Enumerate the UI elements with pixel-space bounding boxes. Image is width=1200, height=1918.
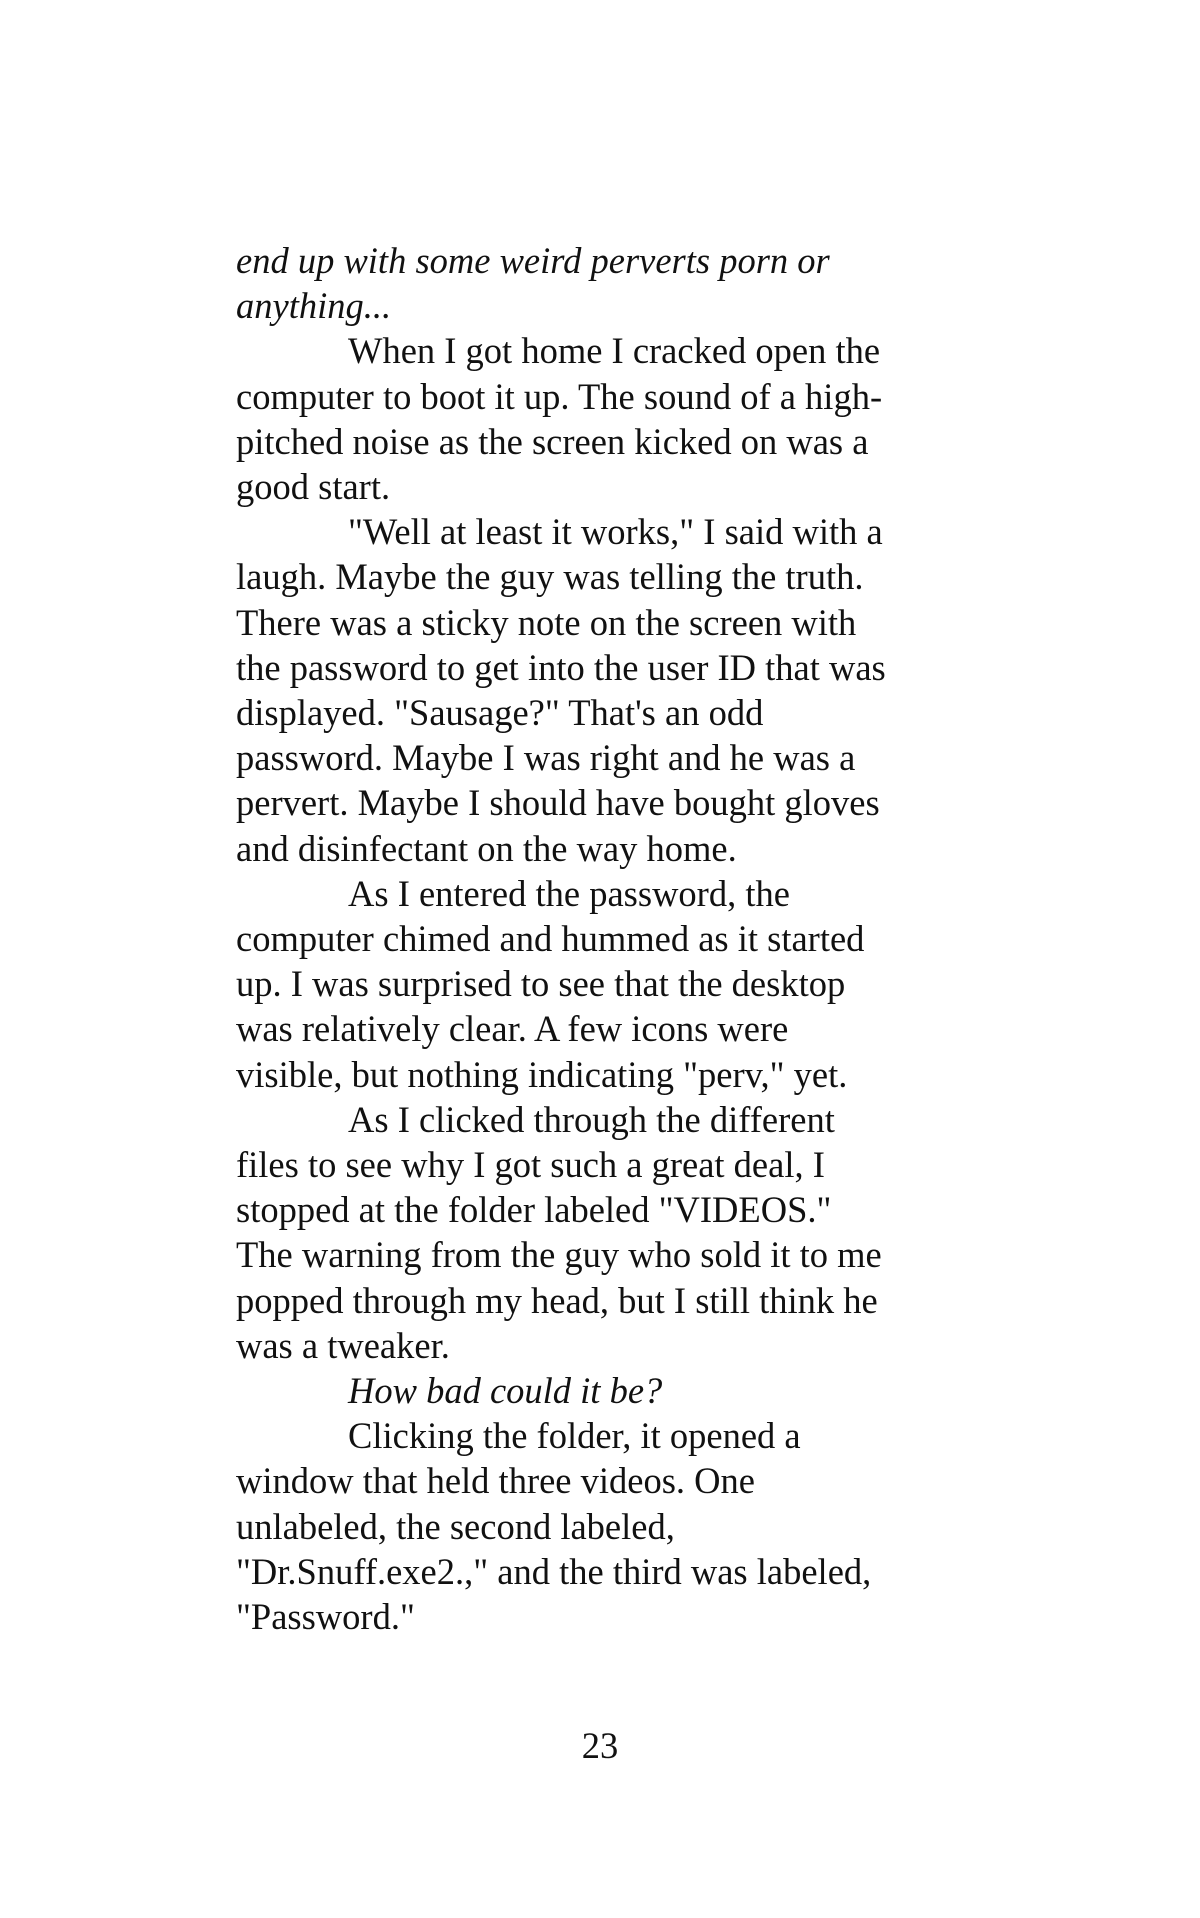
continuation-paragraph: end up with some weird perverts porn or anything... xyxy=(236,240,830,327)
paragraph-inner-thought: How bad could it be? xyxy=(348,1370,663,1412)
paragraph-desktop: As I entered the password, the computer chimed and hummed as it started up. I was surprised to see that the desktop was relatively clear. A few icons were visible, but nothing indicating "perv," yet. xyxy=(236,872,865,1095)
paragraph-videos-folder: As I clicked through the different files to see why I got such a great deal, I stopped at the folder labeled "VIDEOS." The warning from the guy who sold it to me popped through my head, but I still think he was a tweaker. xyxy=(236,1098,882,1366)
body-text xyxy=(236,238,956,1639)
paragraph-three-videos: Clicking the folder, it opened a window that held three videos. One unlabeled, the second labeled, "Dr.Snuff.exe2.," and the third was labeled, "Password." xyxy=(236,1415,872,1638)
paragraph-password-note: "Well at least it works," I said with a laugh. Maybe the guy was telling the truth. There was a sticky note on the screen with the password to get into the user ID that was displayed. "Sausage?" That's an odd password. Maybe I was right and he was a pervert. Maybe I should have bought gloves and disinfectant on the way home. xyxy=(236,511,886,869)
page-number: 23 xyxy=(581,1725,619,1766)
paragraph-arrival-home: When I got home I cracked open the computer to boot it up. The sound of a high- pitched noise as the screen kicked on was a good start. xyxy=(236,330,883,508)
